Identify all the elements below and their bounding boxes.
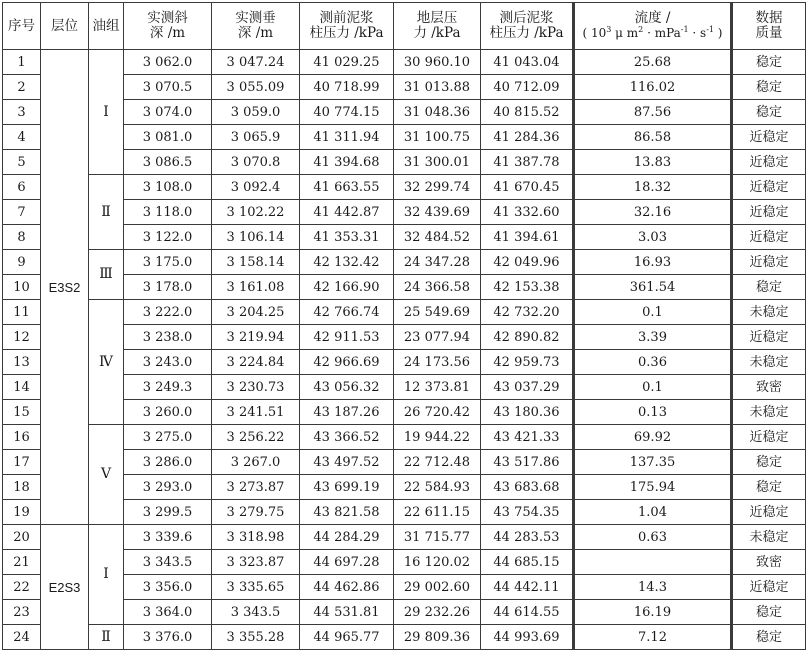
cell-mud-before: 41 311.94: [300, 125, 394, 150]
cell-seq: 8: [3, 225, 41, 250]
cell-data-quality: 近稳定: [732, 150, 806, 175]
cell-mud-before: 43 497.52: [300, 450, 394, 475]
cell-formation-pressure: 24 347.28: [394, 250, 481, 275]
cell-mud-after: 40 712.09: [481, 75, 574, 100]
cell-mud-before: 43 366.52: [300, 425, 394, 450]
cell-formation-pressure: 31 715.77: [394, 525, 481, 550]
cell-vertical-depth: 3 059.0: [212, 100, 300, 125]
cell-seq: 3: [3, 100, 41, 125]
cell-data-quality: 稳定: [732, 600, 806, 625]
cell-mud-after: 41 043.04: [481, 50, 574, 75]
table-row: [3, 200, 806, 225]
flow-unit-b: μ m: [611, 26, 639, 40]
cell-vertical-depth: 3 055.09: [212, 75, 300, 100]
table-row: [3, 275, 806, 300]
cell-mud-after: 42 890.82: [481, 325, 574, 350]
cell-flowability: 16.93: [574, 250, 732, 275]
cell-mud-after: 44 685.15: [481, 550, 574, 575]
cell-mud-before: 40 774.15: [300, 100, 394, 125]
cell-formation-pressure: 31 013.88: [394, 75, 481, 100]
cell-seq: 23: [3, 600, 41, 625]
cell-oil-group: Ⅰ: [89, 50, 124, 175]
cell-mud-before: 43 821.58: [300, 500, 394, 525]
cell-mud-after: 43 683.68: [481, 475, 574, 500]
header-layer: 层位: [41, 3, 89, 50]
header-mud-after-line1: 测后泥浆: [499, 10, 554, 26]
table-row: [3, 400, 806, 425]
cell-mud-after: 44 993.69: [481, 625, 574, 650]
table-row: [3, 225, 806, 250]
cell-mud-before: 44 965.77: [300, 625, 394, 650]
cell-mud-after: 40 815.52: [481, 100, 574, 125]
table-row: [3, 525, 806, 550]
cell-vertical-depth: 3 065.9: [212, 125, 300, 150]
cell-seq: 12: [3, 325, 41, 350]
cell-mud-after: 42 049.96: [481, 250, 574, 275]
table-row: [3, 575, 806, 600]
cell-seq: 4: [3, 125, 41, 150]
cell-mud-before: 42 911.53: [300, 325, 394, 350]
cell-seq: 17: [3, 450, 41, 475]
cell-flowability: 0.1: [574, 300, 732, 325]
header-oil-group: 油组: [89, 3, 124, 50]
cell-vertical-depth: 3 279.75: [212, 500, 300, 525]
cell-data-quality: 稳定: [732, 100, 806, 125]
cell-flowability: 116.02: [574, 75, 732, 100]
cell-vertical-depth: 3 230.73: [212, 375, 300, 400]
table-row: [3, 625, 806, 650]
cell-formation-pressure: 12 373.81: [394, 375, 481, 400]
cell-mud-after: 44 442.11: [481, 575, 574, 600]
cell-data-quality: 近稳定: [732, 225, 806, 250]
header-mud-before-line2: 柱压力 /kPa: [309, 25, 384, 41]
cell-data-quality: 近稳定: [732, 325, 806, 350]
cell-flowability: 13.83: [574, 150, 732, 175]
cell-flowability: 0.13: [574, 400, 732, 425]
cell-vertical-depth: 3 102.22: [212, 200, 300, 225]
cell-inclined-depth: 3 070.5: [124, 75, 212, 100]
table-row: [3, 100, 806, 125]
cell-data-quality: 稳定: [732, 50, 806, 75]
cell-flowability: 14.3: [574, 575, 732, 600]
cell-flowability: 137.35: [574, 450, 732, 475]
table-row: [3, 450, 806, 475]
cell-mud-before: 42 766.74: [300, 300, 394, 325]
cell-inclined-depth: 3 175.0: [124, 250, 212, 275]
cell-vertical-depth: 3 092.4: [212, 175, 300, 200]
cell-flowability: 7.12: [574, 625, 732, 650]
cell-vertical-depth: 3 070.8: [212, 150, 300, 175]
cell-formation-pressure: 29 232.26: [394, 600, 481, 625]
cell-mud-after: 43 421.33: [481, 425, 574, 450]
cell-layer: E3S2: [41, 50, 89, 525]
cell-data-quality: 近稳定: [732, 425, 806, 450]
cell-oil-group: Ⅰ: [89, 525, 124, 625]
cell-mud-after: 43 180.36: [481, 400, 574, 425]
table-row: [3, 350, 806, 375]
flow-unit-exp4: -1: [706, 25, 714, 34]
cell-seq: 24: [3, 625, 41, 650]
cell-formation-pressure: 30 960.10: [394, 50, 481, 75]
cell-oil-group: Ⅲ: [89, 250, 124, 300]
table-row: [3, 150, 806, 175]
cell-inclined-depth: 3 086.5: [124, 150, 212, 175]
cell-flowability: 175.94: [574, 475, 732, 500]
header-mud-pressure-after: [481, 3, 574, 50]
header-data-quality: [732, 3, 806, 50]
header-mud-before-line1: 测前泥浆: [319, 10, 374, 26]
cell-vertical-depth: 3 335.65: [212, 575, 300, 600]
cell-formation-pressure: 31 300.01: [394, 150, 481, 175]
header-vertical-depth-line1: 实测垂: [235, 10, 276, 26]
cell-seq: 9: [3, 250, 41, 275]
cell-data-quality: 近稳定: [732, 500, 806, 525]
flow-unit-exp2: 2: [638, 25, 644, 34]
table-body: [3, 50, 806, 650]
cell-vertical-depth: 3 267.0: [212, 450, 300, 475]
cell-inclined-depth: 3 293.0: [124, 475, 212, 500]
cell-mud-before: 40 718.99: [300, 75, 394, 100]
cell-formation-pressure: 32 439.69: [394, 200, 481, 225]
cell-flowability: 361.54: [574, 275, 732, 300]
cell-inclined-depth: 3 275.0: [124, 425, 212, 450]
table-row: [3, 500, 806, 525]
cell-inclined-depth: 3 222.0: [124, 300, 212, 325]
cell-seq: 15: [3, 400, 41, 425]
cell-mud-before: 43 187.26: [300, 400, 394, 425]
table-row: [3, 375, 806, 400]
cell-flowability: [574, 550, 732, 575]
cell-mud-before: 43 699.19: [300, 475, 394, 500]
cell-inclined-depth: 3 299.5: [124, 500, 212, 525]
table-row: [3, 75, 806, 100]
table-row: [3, 250, 806, 275]
cell-vertical-depth: 3 204.25: [212, 300, 300, 325]
cell-data-quality: 近稳定: [732, 575, 806, 600]
header-quality-line1: 数据: [755, 10, 783, 26]
cell-vertical-depth: 3 161.08: [212, 275, 300, 300]
cell-mud-after: 42 732.20: [481, 300, 574, 325]
flow-unit-c: · mPa: [643, 26, 681, 40]
cell-oil-group: Ⅱ: [89, 175, 124, 250]
header-formation-pressure: [394, 3, 481, 50]
table-row: [3, 475, 806, 500]
cell-inclined-depth: 3 081.0: [124, 125, 212, 150]
cell-mud-before: 44 697.28: [300, 550, 394, 575]
header-flowability-line1: 流度 /: [634, 10, 671, 26]
table-row: [3, 125, 806, 150]
cell-mud-before: 44 462.86: [300, 575, 394, 600]
cell-mud-after: 43 517.86: [481, 450, 574, 475]
cell-seq: 19: [3, 500, 41, 525]
header-seq: 序号: [3, 3, 41, 50]
cell-mud-after: 43 754.35: [481, 500, 574, 525]
header-quality-line2: 质量: [755, 25, 783, 41]
table-row: [3, 425, 806, 450]
cell-flowability: 69.92: [574, 425, 732, 450]
cell-inclined-depth: 3 376.0: [124, 625, 212, 650]
pressure-data-table: [2, 2, 806, 650]
flow-unit-exp3: -1: [680, 25, 689, 34]
cell-mud-before: 41 353.31: [300, 225, 394, 250]
table-row: [3, 175, 806, 200]
cell-mud-before: 44 284.29: [300, 525, 394, 550]
header-row: [3, 3, 806, 50]
table-row: [3, 550, 806, 575]
cell-formation-pressure: 22 712.48: [394, 450, 481, 475]
header-inclined-depth-line2: 深 /m: [149, 25, 186, 41]
cell-mud-after: 43 037.29: [481, 375, 574, 400]
cell-formation-pressure: 22 611.15: [394, 500, 481, 525]
cell-inclined-depth: 3 118.0: [124, 200, 212, 225]
cell-formation-pressure: 23 077.94: [394, 325, 481, 350]
cell-seq: 11: [3, 300, 41, 325]
cell-data-quality: 致密: [732, 550, 806, 575]
cell-vertical-depth: 3 241.51: [212, 400, 300, 425]
cell-flowability: 86.58: [574, 125, 732, 150]
cell-inclined-depth: 3 339.6: [124, 525, 212, 550]
cell-seq: 13: [3, 350, 41, 375]
header-mud-pressure-before: [300, 3, 394, 50]
cell-vertical-depth: 3 355.28: [212, 625, 300, 650]
cell-mud-before: 41 663.55: [300, 175, 394, 200]
cell-data-quality: 稳定: [732, 75, 806, 100]
header-formation-line2: 力 /kPa: [413, 25, 461, 41]
cell-mud-after: 41 332.60: [481, 200, 574, 225]
cell-seq: 7: [3, 200, 41, 225]
cell-mud-before: 41 394.68: [300, 150, 394, 175]
cell-inclined-depth: 3 364.0: [124, 600, 212, 625]
flow-unit-exp1: 3: [606, 25, 612, 34]
cell-inclined-depth: 3 356.0: [124, 575, 212, 600]
cell-seq: 21: [3, 550, 41, 575]
cell-mud-after: 44 283.53: [481, 525, 574, 550]
cell-data-quality: 近稳定: [732, 250, 806, 275]
cell-seq: 6: [3, 175, 41, 200]
cell-inclined-depth: 3 286.0: [124, 450, 212, 475]
cell-mud-after: 41 394.61: [481, 225, 574, 250]
cell-inclined-depth: 3 249.3: [124, 375, 212, 400]
table-row: [3, 300, 806, 325]
header-mud-after-line2: 柱压力 /kPa: [489, 25, 564, 41]
header-flowability-line2: [575, 26, 730, 41]
cell-inclined-depth: 3 122.0: [124, 225, 212, 250]
cell-mud-after: 44 614.55: [481, 600, 574, 625]
header-inclined-depth: [124, 3, 212, 50]
cell-formation-pressure: 26 720.42: [394, 400, 481, 425]
cell-mud-before: 41 029.25: [300, 50, 394, 75]
cell-seq: 20: [3, 525, 41, 550]
cell-formation-pressure: 32 484.52: [394, 225, 481, 250]
cell-seq: 2: [3, 75, 41, 100]
cell-data-quality: 稳定: [732, 275, 806, 300]
cell-vertical-depth: 3 047.24: [212, 50, 300, 75]
cell-inclined-depth: 3 062.0: [124, 50, 212, 75]
cell-vertical-depth: 3 219.94: [212, 325, 300, 350]
cell-formation-pressure: 25 549.69: [394, 300, 481, 325]
cell-vertical-depth: 3 224.84: [212, 350, 300, 375]
cell-formation-pressure: 19 944.22: [394, 425, 481, 450]
table-header: [3, 3, 806, 50]
cell-mud-before: 43 056.32: [300, 375, 394, 400]
cell-vertical-depth: 3 343.5: [212, 600, 300, 625]
cell-flowability: 0.36: [574, 350, 732, 375]
cell-data-quality: 稳定: [732, 625, 806, 650]
cell-mud-before: 42 166.90: [300, 275, 394, 300]
cell-seq: 22: [3, 575, 41, 600]
cell-flowability: 87.56: [574, 100, 732, 125]
cell-mud-before: 44 531.81: [300, 600, 394, 625]
cell-vertical-depth: 3 158.14: [212, 250, 300, 275]
cell-seq: 10: [3, 275, 41, 300]
cell-flowability: 1.04: [574, 500, 732, 525]
cell-mud-after: 41 284.36: [481, 125, 574, 150]
cell-flowability: 3.03: [574, 225, 732, 250]
cell-seq: 1: [3, 50, 41, 75]
cell-oil-group: Ⅳ: [89, 300, 124, 425]
cell-layer: E2S3: [41, 525, 89, 650]
cell-formation-pressure: 32 299.74: [394, 175, 481, 200]
cell-flowability: 32.16: [574, 200, 732, 225]
cell-data-quality: 未稳定: [732, 300, 806, 325]
cell-data-quality: 近稳定: [732, 200, 806, 225]
cell-inclined-depth: 3 343.5: [124, 550, 212, 575]
cell-flowability: 16.19: [574, 600, 732, 625]
header-flowability: [574, 3, 732, 50]
cell-formation-pressure: 31 100.75: [394, 125, 481, 150]
header-vertical-depth: [212, 3, 300, 50]
cell-data-quality: 未稳定: [732, 350, 806, 375]
cell-formation-pressure: 24 173.56: [394, 350, 481, 375]
cell-data-quality: 稳定: [732, 450, 806, 475]
cell-vertical-depth: 3 273.87: [212, 475, 300, 500]
flow-unit-a: ( 10: [582, 26, 607, 40]
header-inclined-depth-line1: 实测斜: [147, 10, 188, 26]
table-row: [3, 325, 806, 350]
cell-inclined-depth: 3 108.0: [124, 175, 212, 200]
cell-data-quality: 近稳定: [732, 175, 806, 200]
cell-formation-pressure: 24 366.58: [394, 275, 481, 300]
cell-vertical-depth: 3 323.87: [212, 550, 300, 575]
cell-flowability: 25.68: [574, 50, 732, 75]
cell-formation-pressure: 16 120.02: [394, 550, 481, 575]
cell-mud-after: 41 387.78: [481, 150, 574, 175]
cell-seq: 5: [3, 150, 41, 175]
cell-oil-group: Ⅴ: [89, 425, 124, 525]
cell-mud-before: 41 442.87: [300, 200, 394, 225]
cell-flowability: 0.1: [574, 375, 732, 400]
header-formation-line1: 地层压: [416, 10, 458, 26]
cell-formation-pressure: 31 048.36: [394, 100, 481, 125]
flow-unit-d: · s: [688, 26, 707, 40]
cell-vertical-depth: 3 106.14: [212, 225, 300, 250]
cell-mud-after: 42 959.73: [481, 350, 574, 375]
cell-seq: 14: [3, 375, 41, 400]
table-row: [3, 50, 806, 75]
cell-inclined-depth: 3 243.0: [124, 350, 212, 375]
cell-formation-pressure: 29 002.60: [394, 575, 481, 600]
cell-flowability: 18.32: [574, 175, 732, 200]
cell-data-quality: 未稳定: [732, 400, 806, 425]
cell-mud-after: 41 670.45: [481, 175, 574, 200]
cell-mud-before: 42 966.69: [300, 350, 394, 375]
cell-vertical-depth: 3 256.22: [212, 425, 300, 450]
cell-mud-before: 42 132.42: [300, 250, 394, 275]
cell-formation-pressure: 29 809.36: [394, 625, 481, 650]
cell-inclined-depth: 3 074.0: [124, 100, 212, 125]
header-vertical-depth-line2: 深 /m: [237, 25, 274, 41]
flow-unit-e: ): [713, 26, 723, 40]
cell-formation-pressure: 22 584.93: [394, 475, 481, 500]
cell-mud-after: 42 153.38: [481, 275, 574, 300]
cell-inclined-depth: 3 178.0: [124, 275, 212, 300]
cell-data-quality: 未稳定: [732, 525, 806, 550]
cell-seq: 18: [3, 475, 41, 500]
table-row: [3, 600, 806, 625]
cell-vertical-depth: 3 318.98: [212, 525, 300, 550]
cell-seq: 16: [3, 425, 41, 450]
cell-data-quality: 致密: [732, 375, 806, 400]
cell-inclined-depth: 3 238.0: [124, 325, 212, 350]
cell-oil-group: Ⅱ: [89, 625, 124, 650]
cell-flowability: 0.63: [574, 525, 732, 550]
cell-data-quality: 近稳定: [732, 125, 806, 150]
cell-flowability: 3.39: [574, 325, 732, 350]
cell-inclined-depth: 3 260.0: [124, 400, 212, 425]
cell-data-quality: 稳定: [732, 475, 806, 500]
